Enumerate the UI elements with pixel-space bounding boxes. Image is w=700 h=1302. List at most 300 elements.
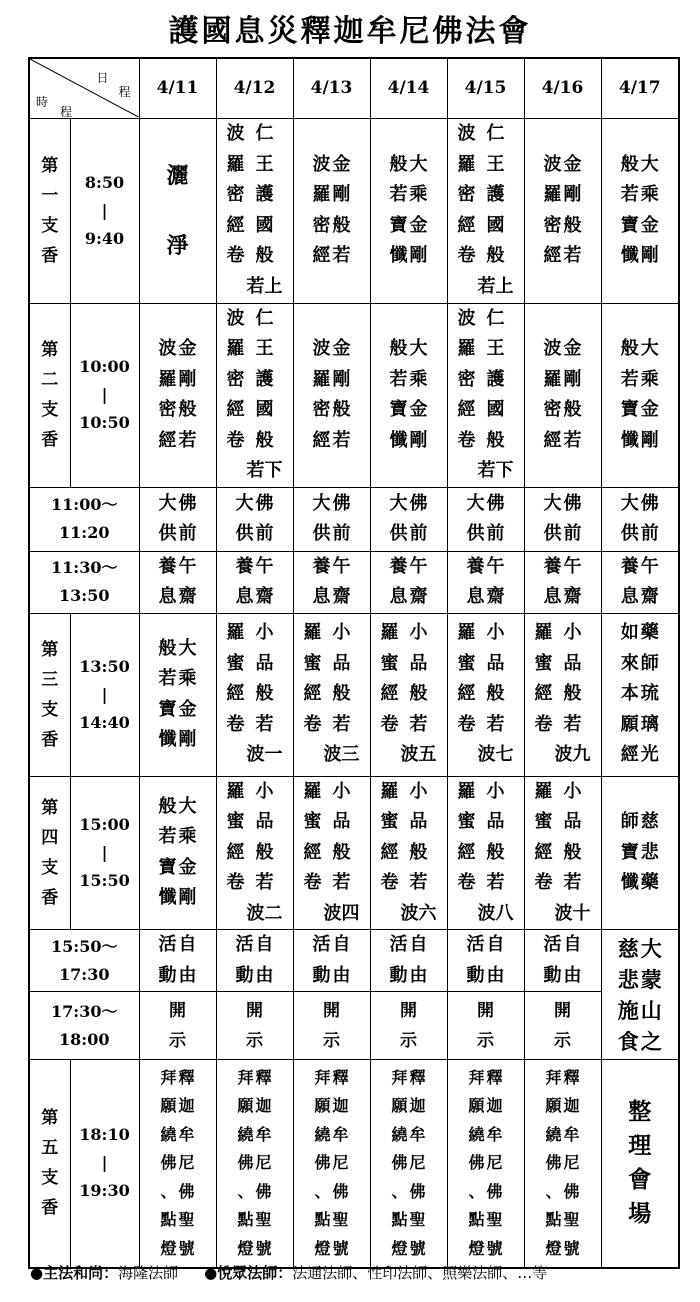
text-column	[487, 1064, 503, 1264]
assistant-value: 法通法師、性印法師、照樂法師、…等	[292, 1264, 548, 1282]
glyph: 波十	[554, 902, 591, 924]
glyph: 自	[409, 934, 428, 955]
vertical-text	[380, 618, 438, 771]
date-header: 4/11	[139, 58, 216, 118]
glyph: 供	[235, 523, 254, 544]
session-row	[29, 776, 679, 930]
schedule-cell	[293, 551, 370, 613]
glyph: 點	[237, 1210, 254, 1229]
schedule-cell	[216, 551, 293, 613]
glyph: 若	[332, 429, 351, 451]
glyph: 般	[389, 153, 408, 175]
glyph: 密	[312, 399, 331, 420]
vertical-text	[543, 489, 583, 550]
text-column	[468, 1064, 484, 1264]
glyph: 佛	[178, 1181, 195, 1201]
text-column	[467, 489, 485, 550]
glyph: 經	[380, 841, 399, 863]
text-column	[487, 930, 505, 991]
glyph: 經	[226, 214, 245, 236]
schedule-cell	[216, 992, 293, 1060]
glyph: 大	[543, 492, 562, 514]
glyph: 經	[226, 399, 245, 420]
glyph: 願	[620, 713, 639, 735]
glyph: 若	[486, 872, 505, 893]
text-column	[458, 304, 476, 487]
glyph: 聖	[409, 1210, 426, 1229]
glyph: 寶	[389, 399, 408, 420]
glyph: 自	[486, 934, 505, 955]
glyph: 護	[255, 368, 274, 390]
glyph: 寶	[620, 399, 639, 420]
vertical-text	[620, 552, 660, 613]
text-column	[227, 304, 245, 487]
glyph: 小	[409, 780, 428, 802]
text-column	[333, 334, 351, 456]
session-label: 第 三 支 香	[29, 613, 70, 776]
schedule-cell	[139, 551, 216, 613]
glyph: 大	[178, 637, 197, 659]
glyph: 、	[545, 1181, 562, 1201]
text-column	[555, 777, 591, 930]
text-column	[564, 552, 582, 613]
glyph: 尼	[178, 1153, 195, 1172]
glyph: 經	[620, 744, 639, 766]
text-column	[621, 807, 639, 899]
text-column	[544, 552, 562, 613]
glyph: 示	[400, 1030, 417, 1051]
schedule-cell	[601, 303, 679, 487]
text-column	[458, 777, 476, 930]
glyph: 齋	[255, 586, 274, 607]
glyph: 佛	[409, 1181, 426, 1201]
vertical-text	[390, 1064, 426, 1264]
schedule-cell	[216, 1060, 293, 1268]
glyph: 佛	[237, 1153, 254, 1172]
glyph: 般	[486, 245, 505, 266]
glyph: 若	[389, 368, 408, 390]
glyph: 護	[486, 368, 505, 390]
vertical-text	[312, 334, 352, 456]
glyph: 示	[323, 1030, 340, 1051]
glyph: 示	[477, 1030, 494, 1051]
vertical-text	[159, 1064, 195, 1264]
schedule-table	[28, 57, 680, 1269]
glyph: 小	[563, 780, 582, 802]
glyph: 蜜	[457, 652, 476, 674]
glyph: 若下	[477, 460, 514, 481]
glyph: 願	[237, 1096, 254, 1115]
text-column	[179, 792, 197, 914]
glyph: 會	[628, 1166, 652, 1194]
vertical-text	[226, 304, 284, 487]
text-column	[314, 1064, 330, 1264]
session-label: 第 五 支 香	[29, 1060, 70, 1268]
glyph: 活	[543, 934, 562, 955]
session-time: 11:30～ 13:50	[29, 551, 139, 613]
glyph: 自	[332, 934, 351, 955]
schedule-cell	[139, 992, 216, 1060]
glyph: 卷	[226, 429, 245, 451]
glyph: 密	[226, 184, 245, 205]
glyph: 開	[169, 1000, 186, 1021]
glyph: 聖	[486, 1210, 503, 1229]
glyph: 佛	[255, 492, 274, 514]
glyph: 卷	[226, 245, 245, 266]
corner-label-day: 日	[96, 71, 109, 86]
glyph: 自	[563, 934, 582, 955]
glyph: 牟	[255, 1124, 272, 1144]
glyph: 金	[178, 338, 197, 359]
glyph: 經	[457, 683, 476, 705]
glyph: 牟	[409, 1124, 426, 1144]
schedule-cell	[293, 992, 370, 1060]
glyph: 食	[617, 1028, 639, 1054]
glyph: 品	[486, 652, 505, 674]
glyph: 供	[389, 523, 408, 544]
glyph: 大	[640, 935, 662, 961]
glyph: 整	[628, 1098, 652, 1126]
glyph: 息	[158, 586, 177, 607]
glyph: 金	[332, 153, 351, 175]
glyph: 示	[246, 1030, 263, 1051]
text-column	[545, 1064, 561, 1264]
date-header: 4/16	[524, 58, 601, 118]
glyph: 佛	[255, 1181, 272, 1201]
glyph: 尼	[486, 1153, 503, 1172]
text-column	[478, 777, 514, 930]
glyph: 迦	[178, 1096, 195, 1115]
glyph: 迦	[332, 1096, 349, 1115]
glyph: 若下	[246, 460, 283, 481]
glyph: 燈	[468, 1238, 485, 1258]
glyph: 佛	[332, 492, 351, 514]
schedule-cell	[447, 487, 524, 551]
glyph: 卷	[457, 429, 476, 451]
glyph: 午	[486, 555, 505, 577]
glyph: 佛	[332, 1181, 349, 1201]
glyph: 仁	[486, 307, 505, 329]
glyph: 悲	[640, 841, 659, 863]
text-column	[313, 150, 331, 272]
glyph: 養	[543, 555, 562, 577]
text-column	[313, 552, 331, 613]
glyph: 品	[255, 811, 274, 832]
glyph: 般	[563, 214, 582, 236]
glyph: 若	[389, 184, 408, 205]
vertical-text	[543, 930, 583, 991]
glyph: 密	[312, 214, 331, 236]
glyph: 乘	[409, 368, 428, 390]
assistant-label: ●悅眾法師：	[204, 1264, 293, 1282]
glyph: 齋	[640, 586, 659, 607]
glyph: 金	[409, 214, 428, 236]
glyph: 號	[332, 1238, 349, 1258]
glyph: 蜜	[380, 652, 399, 674]
glyph: 卷	[457, 713, 476, 735]
glyph: 懺	[620, 872, 639, 893]
glyph: 剛	[178, 887, 197, 909]
text-column	[564, 930, 582, 991]
text-column	[256, 489, 274, 550]
glyph: 波八	[477, 902, 514, 924]
glyph: 活	[466, 934, 485, 955]
text-column	[621, 150, 639, 272]
glyph: 羅	[543, 368, 562, 390]
vertical-text	[457, 119, 515, 302]
text-column	[621, 552, 639, 613]
date-header: 4/14	[370, 58, 447, 118]
glyph: 品	[332, 652, 351, 674]
glyph: 王	[255, 153, 274, 175]
text-column	[478, 119, 514, 302]
schedule-cell	[447, 776, 524, 930]
glyph: 迦	[409, 1096, 426, 1115]
text-column	[410, 150, 428, 272]
glyph: 由	[332, 964, 351, 986]
glyph: 燈	[237, 1238, 254, 1258]
text-column	[179, 489, 197, 550]
glyph: 慈	[640, 811, 659, 832]
text-column	[410, 552, 428, 613]
glyph: 點	[314, 1210, 331, 1229]
glyph: 大	[158, 492, 177, 514]
vertical-text	[246, 996, 263, 1056]
glyph: 繞	[468, 1124, 485, 1144]
glyph: 養	[312, 555, 331, 577]
glyph: 羅	[380, 622, 399, 644]
glyph: 齋	[332, 586, 351, 607]
glyph: 活	[158, 934, 177, 955]
glyph: 璃	[640, 713, 659, 735]
text-column	[641, 334, 659, 456]
glyph: 若	[178, 429, 197, 451]
text-column	[458, 119, 476, 302]
glyph: 剛	[563, 368, 582, 390]
vertical-text	[466, 489, 506, 550]
text-column	[391, 1064, 407, 1264]
text-column	[313, 334, 331, 456]
glyph: 號	[409, 1238, 426, 1258]
glyph: 般	[332, 683, 351, 705]
glyph: 品	[486, 811, 505, 832]
text-column	[390, 334, 408, 456]
glyph: 前	[409, 523, 428, 544]
date-header: 4/17	[601, 58, 679, 118]
text-column	[478, 304, 514, 487]
glyph: 般	[178, 399, 197, 420]
schedule-cell	[216, 118, 293, 303]
glyph: 佛	[563, 1181, 580, 1201]
text-column	[535, 618, 553, 771]
glyph: 迦	[486, 1096, 503, 1115]
glyph: 金	[332, 338, 351, 359]
vertical-text	[620, 334, 660, 456]
schedule-cell	[370, 487, 447, 551]
schedule-cell	[601, 613, 679, 776]
glyph: 懺	[620, 429, 639, 451]
glyph: 點	[545, 1210, 562, 1229]
glyph: 般	[158, 795, 177, 817]
session-row	[29, 930, 679, 992]
glyph: 佛	[468, 1153, 485, 1172]
glyph: 波	[158, 338, 177, 359]
glyph: 大	[409, 153, 428, 175]
glyph: 聖	[255, 1210, 272, 1229]
session-row	[29, 1060, 679, 1268]
glyph: 波五	[400, 744, 437, 766]
text-column	[478, 618, 514, 771]
text-column	[641, 618, 659, 771]
vertical-text	[620, 618, 660, 771]
glyph: 悲	[617, 966, 639, 992]
glyph: 羅	[457, 153, 476, 175]
glyph: 蜜	[534, 811, 553, 832]
glyph: 養	[620, 555, 639, 577]
glyph: 願	[545, 1096, 562, 1115]
text-column	[313, 930, 331, 991]
vertical-text	[620, 150, 660, 272]
glyph: 大	[312, 492, 331, 514]
glyph: 般	[620, 153, 639, 175]
glyph: 小	[255, 622, 274, 644]
glyph: 繞	[314, 1124, 331, 1144]
text-column	[256, 930, 274, 991]
schedule-cell	[293, 303, 370, 487]
glyph: 般	[255, 683, 274, 705]
glyph: 波	[226, 123, 245, 144]
vertical-text	[534, 777, 592, 930]
glyph: 波七	[477, 744, 514, 766]
glyph: 乘	[178, 826, 197, 848]
glyph: 卷	[303, 872, 322, 893]
glyph: 蜜	[457, 811, 476, 832]
glyph: 般	[332, 841, 351, 863]
glyph: 迦	[563, 1096, 580, 1115]
glyph: 齋	[563, 586, 582, 607]
glyph: 若	[563, 713, 582, 735]
glyph: 號	[255, 1238, 272, 1258]
glyph: 般	[486, 683, 505, 705]
text-column	[179, 552, 197, 613]
glyph: 動	[543, 964, 562, 986]
text-column	[641, 150, 659, 272]
glyph: 動	[235, 964, 254, 986]
glyph: 佛	[314, 1153, 331, 1172]
glyph: 釋	[486, 1067, 503, 1087]
text-column	[179, 334, 197, 456]
glyph: 經	[303, 683, 322, 705]
glyph: 蜜	[226, 652, 245, 674]
glyph: 之	[640, 1028, 662, 1054]
glyph: 、	[391, 1181, 408, 1201]
glyph: 釋	[409, 1067, 426, 1087]
glyph: 午	[255, 555, 274, 577]
schedule-cell	[524, 613, 601, 776]
vertical-text	[303, 777, 361, 930]
session-label: 第 四 支 香	[29, 776, 70, 930]
glyph: 繞	[237, 1124, 254, 1144]
vertical-text	[457, 618, 515, 771]
glyph: 般	[563, 841, 582, 863]
text-column	[641, 489, 659, 550]
schedule-cell	[139, 930, 216, 992]
schedule-cell	[601, 776, 679, 930]
glyph: 牟	[332, 1124, 349, 1144]
page-title: 護國息災釋迦牟尼佛法會	[168, 14, 532, 49]
session-row	[29, 551, 679, 613]
glyph: 號	[486, 1238, 503, 1258]
vertical-text	[312, 930, 352, 991]
glyph: 卷	[534, 872, 553, 893]
glyph: 密	[158, 399, 177, 420]
schedule-cell	[216, 613, 293, 776]
glyph: 若上	[246, 275, 283, 297]
corner-label-schedule: 程	[118, 85, 131, 100]
glyph: 若	[563, 872, 582, 893]
glyph: 波	[543, 153, 562, 175]
text-column	[555, 618, 591, 771]
glyph: 經	[543, 429, 562, 451]
glyph: 經	[312, 245, 331, 266]
glyph: 前	[178, 523, 197, 544]
glyph: 活	[389, 934, 408, 955]
glyph: 羅	[543, 184, 562, 205]
schedule-cell	[293, 487, 370, 551]
glyph: 羅	[226, 338, 245, 359]
glyph: 若	[255, 872, 274, 893]
vertical-text	[389, 930, 429, 991]
schedule-cell	[447, 613, 524, 776]
glyph: 小	[332, 622, 351, 644]
glyph: 經	[303, 841, 322, 863]
text-column	[159, 792, 177, 914]
schedule-cell	[601, 487, 679, 551]
schedule-cell	[293, 930, 370, 992]
text-column	[304, 618, 322, 771]
glyph: 供	[543, 523, 562, 544]
glyph: 拜	[237, 1067, 254, 1087]
glyph: 琉	[640, 683, 659, 705]
glyph: 施	[617, 997, 639, 1023]
text-column	[324, 618, 360, 771]
glyph: 品	[563, 652, 582, 674]
glyph: 剛	[409, 429, 428, 451]
text-column	[227, 777, 245, 930]
text-column	[159, 634, 177, 756]
glyph: 品	[255, 652, 274, 674]
glyph: 羅	[226, 622, 245, 644]
vertical-text	[457, 777, 515, 930]
glyph: 金	[178, 856, 197, 878]
glyph: 佛	[409, 492, 428, 514]
text-column	[159, 552, 177, 613]
glyph: 寶	[620, 214, 639, 236]
glyph: 佛	[486, 1181, 503, 1201]
glyph: 示	[554, 1030, 571, 1051]
vertical-text	[312, 552, 352, 613]
session-time: 8:50 | 9:40	[70, 118, 139, 303]
glyph: 懺	[158, 729, 177, 750]
text-column	[236, 552, 254, 613]
glyph: 來	[620, 652, 639, 674]
vertical-text	[158, 552, 198, 613]
glyph: 大	[640, 338, 659, 359]
glyph: 品	[409, 811, 428, 832]
glyph: 齋	[409, 586, 428, 607]
glyph: 般	[486, 429, 505, 451]
schedule-cell	[447, 551, 524, 613]
